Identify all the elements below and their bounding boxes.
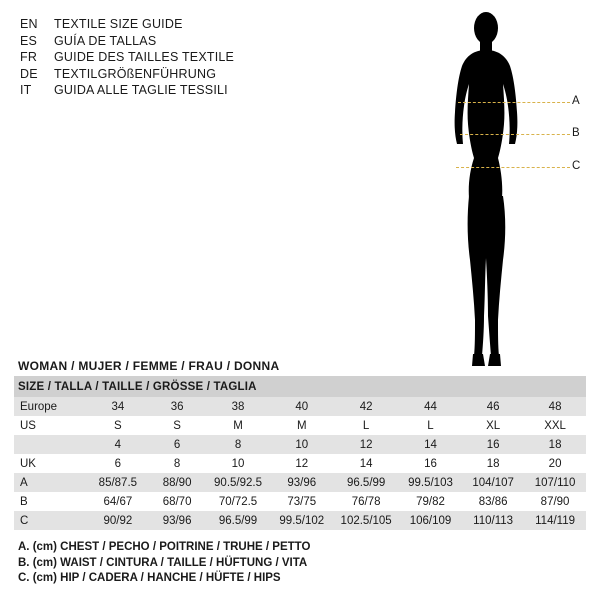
table-cell: 96.5/99: [333, 473, 398, 492]
table-cell: 34: [87, 397, 148, 416]
language-row: [20, 49, 310, 66]
table-header-row: [14, 376, 586, 397]
table-cell: 16: [399, 454, 462, 473]
table-cell: 20: [524, 454, 586, 473]
legend-line-c: C. (cm) HIP / CADERA / HANCHE / HÜFTE / HIPS: [18, 572, 281, 584]
table-cell: 68/70: [148, 492, 206, 511]
table-cell: XL: [462, 416, 524, 435]
table-cell: XXL: [524, 416, 586, 435]
table-cell: 106/109: [399, 511, 462, 530]
table-cell: 46: [462, 397, 524, 416]
table-cell: 18: [524, 435, 586, 454]
language-code: IT: [20, 83, 32, 97]
legend-line-a: A. (cm) CHEST / PECHO / POITRINE / TRUHE / PETTO: [18, 541, 311, 553]
language-title: GUIDA ALLE TAGLIE TESSILI: [54, 83, 228, 97]
table-cell: 76/78: [333, 492, 398, 511]
table-cell: 87/90: [524, 492, 586, 511]
table-cell: 14: [333, 454, 398, 473]
table-cell: 85/87.5: [87, 473, 148, 492]
language-code: FR: [20, 50, 38, 64]
table-cell: 18: [462, 454, 524, 473]
table-cell: L: [399, 416, 462, 435]
table-cell: 36: [148, 397, 206, 416]
chest-measure-line: [458, 102, 570, 103]
table-cell: 114/119: [524, 511, 586, 530]
female-silhouette-icon: [430, 8, 590, 378]
language-code: ES: [20, 33, 38, 48]
table-row: [14, 397, 586, 416]
language-code: EN: [20, 17, 38, 31]
row-label: Europe: [14, 397, 87, 416]
table-cell: 70/72.5: [206, 492, 270, 511]
table-header-label: SIZE / TALLA / TAILLE / GRÖSSE / TAGLIA: [14, 376, 586, 397]
table-cell: 48: [524, 397, 586, 416]
row-label: UK: [14, 454, 87, 473]
table-cell: 73/75: [270, 492, 333, 511]
table-cell: 99.5/102: [270, 511, 333, 530]
table-cell: 16: [462, 435, 524, 454]
table-cell: 8: [206, 435, 270, 454]
table-cell: 42: [333, 397, 398, 416]
hip-measure-line: [456, 167, 570, 168]
table-cell: 10: [206, 454, 270, 473]
row-label: B: [14, 492, 87, 511]
table-cell: 93/96: [270, 473, 333, 492]
table-cell: 4: [87, 435, 148, 454]
row-label: C: [14, 511, 87, 530]
hip-measure-label: C: [572, 160, 581, 172]
table-row: [14, 435, 586, 454]
language-title-list: [20, 16, 310, 99]
table-cell: 102.5/105: [333, 511, 398, 530]
section-title: WOMAN / MUJER / FEMME / FRAU / DONNA: [18, 359, 280, 373]
table-cell: 99.5/103: [399, 473, 462, 492]
table-row: [14, 454, 586, 473]
table-cell: 90.5/92.5: [206, 473, 270, 492]
body-figure: [430, 8, 590, 378]
table-row: [14, 511, 586, 530]
table-cell: 40: [270, 397, 333, 416]
table-cell: 64/67: [87, 492, 148, 511]
language-row: [20, 33, 310, 50]
table-cell: 107/110: [524, 473, 586, 492]
table-cell: 110/113: [462, 511, 524, 530]
row-label: [14, 435, 87, 454]
table-cell: 93/96: [148, 511, 206, 530]
table-cell: 6: [148, 435, 206, 454]
table-row: [14, 416, 586, 435]
table-cell: 79/82: [399, 492, 462, 511]
language-row: [20, 82, 310, 99]
table-cell: 6: [87, 454, 148, 473]
language-code: DE: [20, 66, 38, 81]
table-row: [14, 492, 586, 511]
language-title: TEXTILE SIZE GUIDE: [54, 17, 183, 31]
waist-measure-line: [460, 134, 570, 135]
table-cell: 96.5/99: [206, 511, 270, 530]
table-row: [14, 473, 586, 492]
table-cell: M: [206, 416, 270, 435]
row-label: US: [14, 416, 87, 435]
table-cell: 88/90: [148, 473, 206, 492]
table-cell: L: [333, 416, 398, 435]
table-cell: 10: [270, 435, 333, 454]
table-cell: 38: [206, 397, 270, 416]
table-cell: 44: [399, 397, 462, 416]
table-cell: 8: [148, 454, 206, 473]
language-row: [20, 66, 310, 83]
table-cell: 90/92: [87, 511, 148, 530]
table-cell: S: [87, 416, 148, 435]
measurement-legend: [18, 540, 310, 587]
language-title: GUÍA DE TALLAS: [54, 33, 157, 48]
size-table: [14, 376, 586, 530]
language-row: [20, 16, 310, 33]
table-cell: M: [270, 416, 333, 435]
row-label: A: [14, 473, 87, 492]
table-cell: 14: [399, 435, 462, 454]
waist-measure-label: B: [572, 127, 580, 139]
table-cell: 83/86: [462, 492, 524, 511]
chest-measure-label: A: [572, 95, 580, 107]
table-cell: 12: [333, 435, 398, 454]
table-cell: 12: [270, 454, 333, 473]
table-cell: 104/107: [462, 473, 524, 492]
language-title: TEXTILGRÖßENFÜHRUNG: [54, 66, 217, 81]
language-title: GUIDE DES TAILLES TEXTILE: [54, 50, 235, 64]
legend-line-b: B. (cm) WAIST / CINTURA / TAILLE / HÜFTUNG / VITA: [18, 556, 308, 569]
table-cell: S: [148, 416, 206, 435]
